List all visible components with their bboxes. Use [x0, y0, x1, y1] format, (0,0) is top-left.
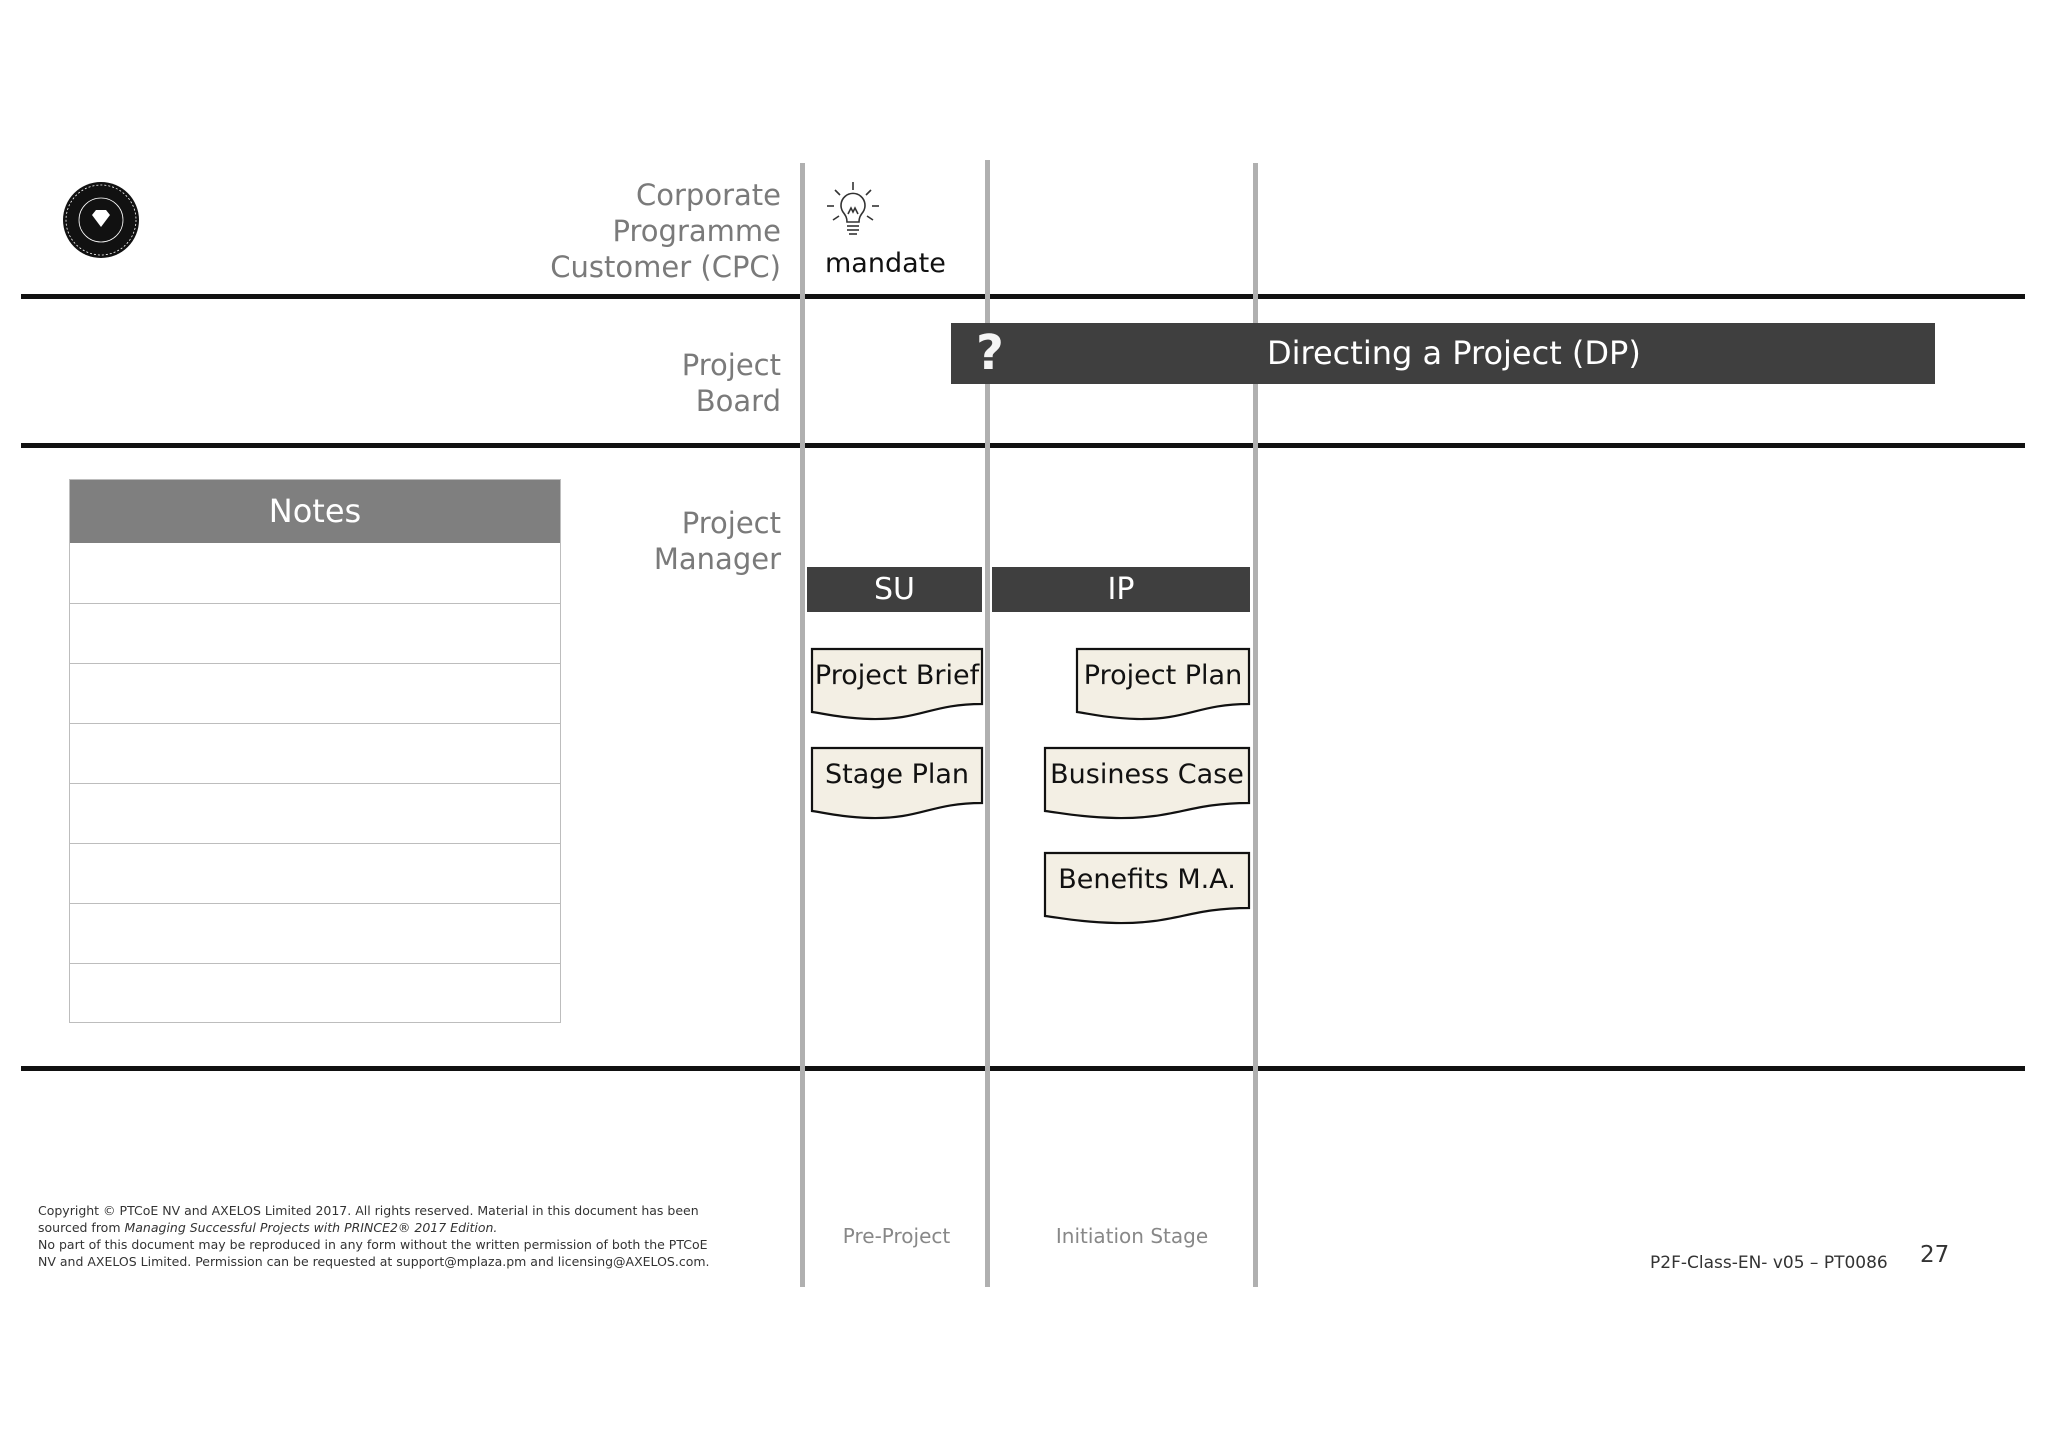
question-mark: ? [976, 325, 1004, 381]
doc-project-brief [811, 648, 983, 720]
lightbulb-icon [821, 178, 885, 248]
stage-line-1 [800, 163, 805, 1287]
divider-pm-footer [21, 1066, 2025, 1071]
copyright-line-3: No part of this document may be reproduced in any form without the written permission of both the PTCoE [38, 1237, 708, 1252]
doc-project-plan [1076, 648, 1250, 720]
doc-benefits-ma [1044, 852, 1250, 924]
process-su: SU [807, 567, 982, 612]
doc-code: P2F-Class-EN- v05 – PT0086 [1650, 1253, 1888, 1273]
mandate-label: mandate [825, 248, 946, 279]
copyright-line-2-prefix: sourced from [38, 1220, 125, 1235]
role-pm-line1: Project [681, 506, 781, 540]
role-cpc-line1: Corporate [636, 178, 781, 212]
doc-stage-plan-label: Stage Plan [824, 759, 970, 790]
notes-header: Notes [70, 480, 560, 543]
doc-project-plan-label: Project Plan [1083, 660, 1243, 691]
notes-row[interactable] [70, 603, 560, 664]
directing-label: Directing a Project (DP) [1267, 334, 1641, 372]
directing-bar [951, 323, 1935, 384]
notes-row[interactable] [70, 963, 560, 1024]
role-pm-line2: Manager [653, 542, 781, 576]
role-board [381, 347, 781, 419]
copyright-line-4: NV and AXELOS Limited. Permission can be requested at support@mplaza.pm and licensing@AXELOS.com. [38, 1254, 710, 1269]
copyright-text [38, 1202, 758, 1270]
notes-row[interactable] [70, 723, 560, 784]
copyright-line-1: Copyright © PTCoE NV and AXELOS Limited 2017. All rights reserved. Material in this document has been [38, 1203, 699, 1218]
logo-badge [62, 181, 140, 259]
page-number: 27 [1920, 1242, 1950, 1268]
notes-panel [69, 479, 561, 1023]
doc-business-case [1044, 747, 1250, 819]
notes-row[interactable] [70, 543, 560, 603]
doc-benefits-ma-label: Benefits M.A. [1058, 864, 1236, 895]
role-board-line1: Project [681, 348, 781, 382]
role-board-line2: Board [695, 384, 781, 418]
role-cpc-line3: Customer (CPC) [550, 250, 781, 284]
process-ip: IP [992, 567, 1250, 612]
doc-project-brief-label: Project Brief [814, 660, 980, 691]
notes-row[interactable] [70, 843, 560, 904]
notes-row[interactable] [70, 663, 560, 724]
stage-label-initiation: Initiation Stage [1055, 1224, 1209, 1248]
doc-stage-plan [811, 747, 983, 819]
notes-row[interactable] [70, 903, 560, 964]
notes-row[interactable] [70, 783, 560, 844]
divider-board-pm [21, 443, 2025, 448]
doc-business-case-label: Business Case [1050, 759, 1244, 790]
copyright-line-2 [38, 1219, 758, 1236]
divider-cpc-board [21, 294, 2025, 299]
copyright-line-2-title: Managing Successful Projects with PRINCE2® 2017 Edition. [124, 1220, 498, 1235]
stage-label-pre-project: Pre-Project [842, 1224, 951, 1248]
role-cpc-line2: Programme [612, 214, 781, 248]
role-cpc [381, 177, 781, 285]
